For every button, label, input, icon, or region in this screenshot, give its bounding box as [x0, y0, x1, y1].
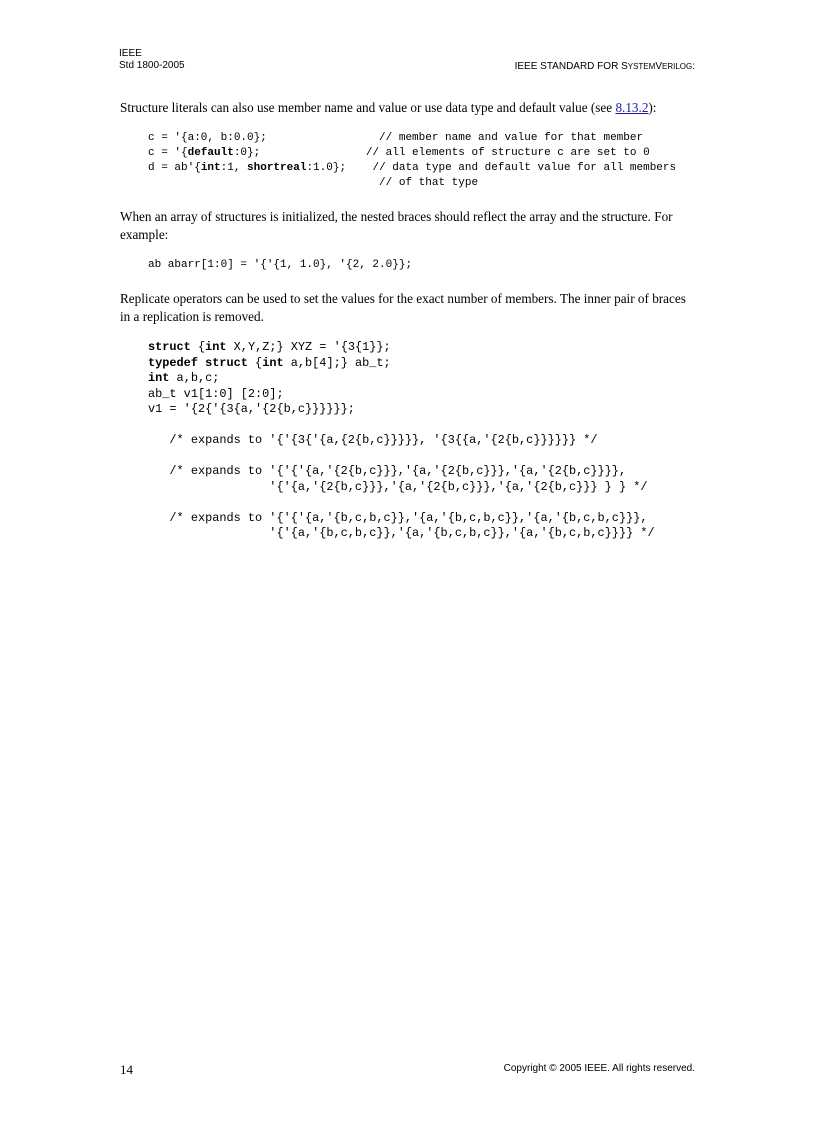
code-block-structure-literals — [148, 131, 676, 191]
code1-line-4: // of that type — [148, 177, 479, 189]
code1-line-2b: :0}; // all elements of structure c are set to 0 — [233, 147, 650, 159]
header-title — [515, 61, 695, 73]
copyright-notice: Copyright © 2005 IEEE. All rights reserved. — [503, 1063, 695, 1074]
comment-expansion-1: /* expands to '{'{3{'{a,{2{b,c}}}}}, '{3{{a,'{2{b,c}}}}}} */ — [148, 433, 598, 447]
comment-expansion-3b: '{'{a,'{b,c,b,c}},'{a,'{b,c,b,c}},'{a,'{b,c,b,c}}}} */ — [148, 526, 655, 540]
keyword-int: int — [205, 340, 227, 354]
keyword-int: int — [262, 355, 284, 370]
comment-expansion-2b: '{'{a,'{2{b,c}}},'{a,'{2{b,c}}},'{a,'{2{b,c}}} } } */ — [148, 479, 648, 494]
keyword-int: int — [200, 162, 221, 174]
paragraph-1-end: ): — [648, 100, 657, 115]
header-org: IEEE — [119, 48, 142, 59]
keyword-shortreal: shortreal — [247, 162, 307, 174]
header-title-prefix: IEEE STANDARD FOR — [514, 61, 622, 72]
keyword-typedef: typedef — [148, 355, 198, 370]
page-number: 14 — [120, 1062, 133, 1077]
code3-line-3: a,b,c; — [169, 371, 220, 385]
keyword-int: int — [148, 371, 170, 385]
header-title-v: V — [655, 61, 662, 72]
keyword-default: default — [187, 147, 234, 159]
code3-line-5: v1 = '{2{'{3{a,'{2{b,c}}}}}}; — [148, 402, 355, 416]
paragraph-replicate-operators: Replicate operators can be used to set the values for the exact number of members. The inner pair of braces in a replication is removed. — [120, 291, 686, 324]
code3-line-1a: { — [190, 340, 206, 354]
header-left — [119, 48, 185, 72]
code1-line-3a: d = ab'{ — [148, 162, 201, 174]
code-block-array-init: ab abarr[1:0] = '{'{1, 1.0}, '{2, 2.0}}; — [148, 259, 413, 271]
comment-expansion-2a: /* expands to '{'{'{a,'{2{b,c}}},'{a,'{2{b,c}}},'{a,'{2{b,c}}}}, — [148, 464, 627, 478]
code1-line-3c: :1.0}; // data type and default value for all members — [306, 162, 677, 174]
paragraph-1-text: Structure literals can also use member name and value or use data type and default value (see — [120, 100, 616, 115]
header-title-colon: : — [692, 61, 695, 72]
header-title-erilog: ERILOG — [661, 62, 693, 71]
keyword-struct: struct — [205, 355, 248, 370]
paragraph-structure-literals — [120, 99, 696, 117]
header-title-s: S — [621, 61, 628, 72]
code-block-replication — [148, 340, 655, 542]
code1-line-1: c = '{a:0, b:0.0}; // member name and value for that member — [148, 132, 644, 144]
code1-line-2a: c = '{ — [148, 147, 188, 159]
header-std: Std 1800-2005 — [119, 60, 185, 71]
code3-line-2b: { — [247, 355, 263, 370]
code3-line-2c: a,b[4];} ab_t; — [283, 355, 391, 370]
code1-line-3b: :1, — [220, 162, 248, 174]
code3-line-4: ab_t v1[1:0] [2:0]; — [148, 386, 284, 401]
paragraph-array-of-structures: When an array of structures is initialized, the nested braces should reflect the array and the structure. For example: — [120, 209, 673, 242]
comment-expansion-3a: /* expands to '{'{'{a,'{b,c,b,c}},'{a,'{b,c,b,c}},'{a,'{b,c,b,c}}}, — [148, 510, 648, 525]
section-link-8-13-2[interactable]: 8.13.2 — [615, 100, 649, 115]
keyword-struct: struct — [148, 340, 191, 354]
header-title-ystem: YSTEM — [627, 62, 656, 71]
code3-line-1b: X,Y,Z;} XYZ = '{3{1}}; — [226, 340, 391, 354]
